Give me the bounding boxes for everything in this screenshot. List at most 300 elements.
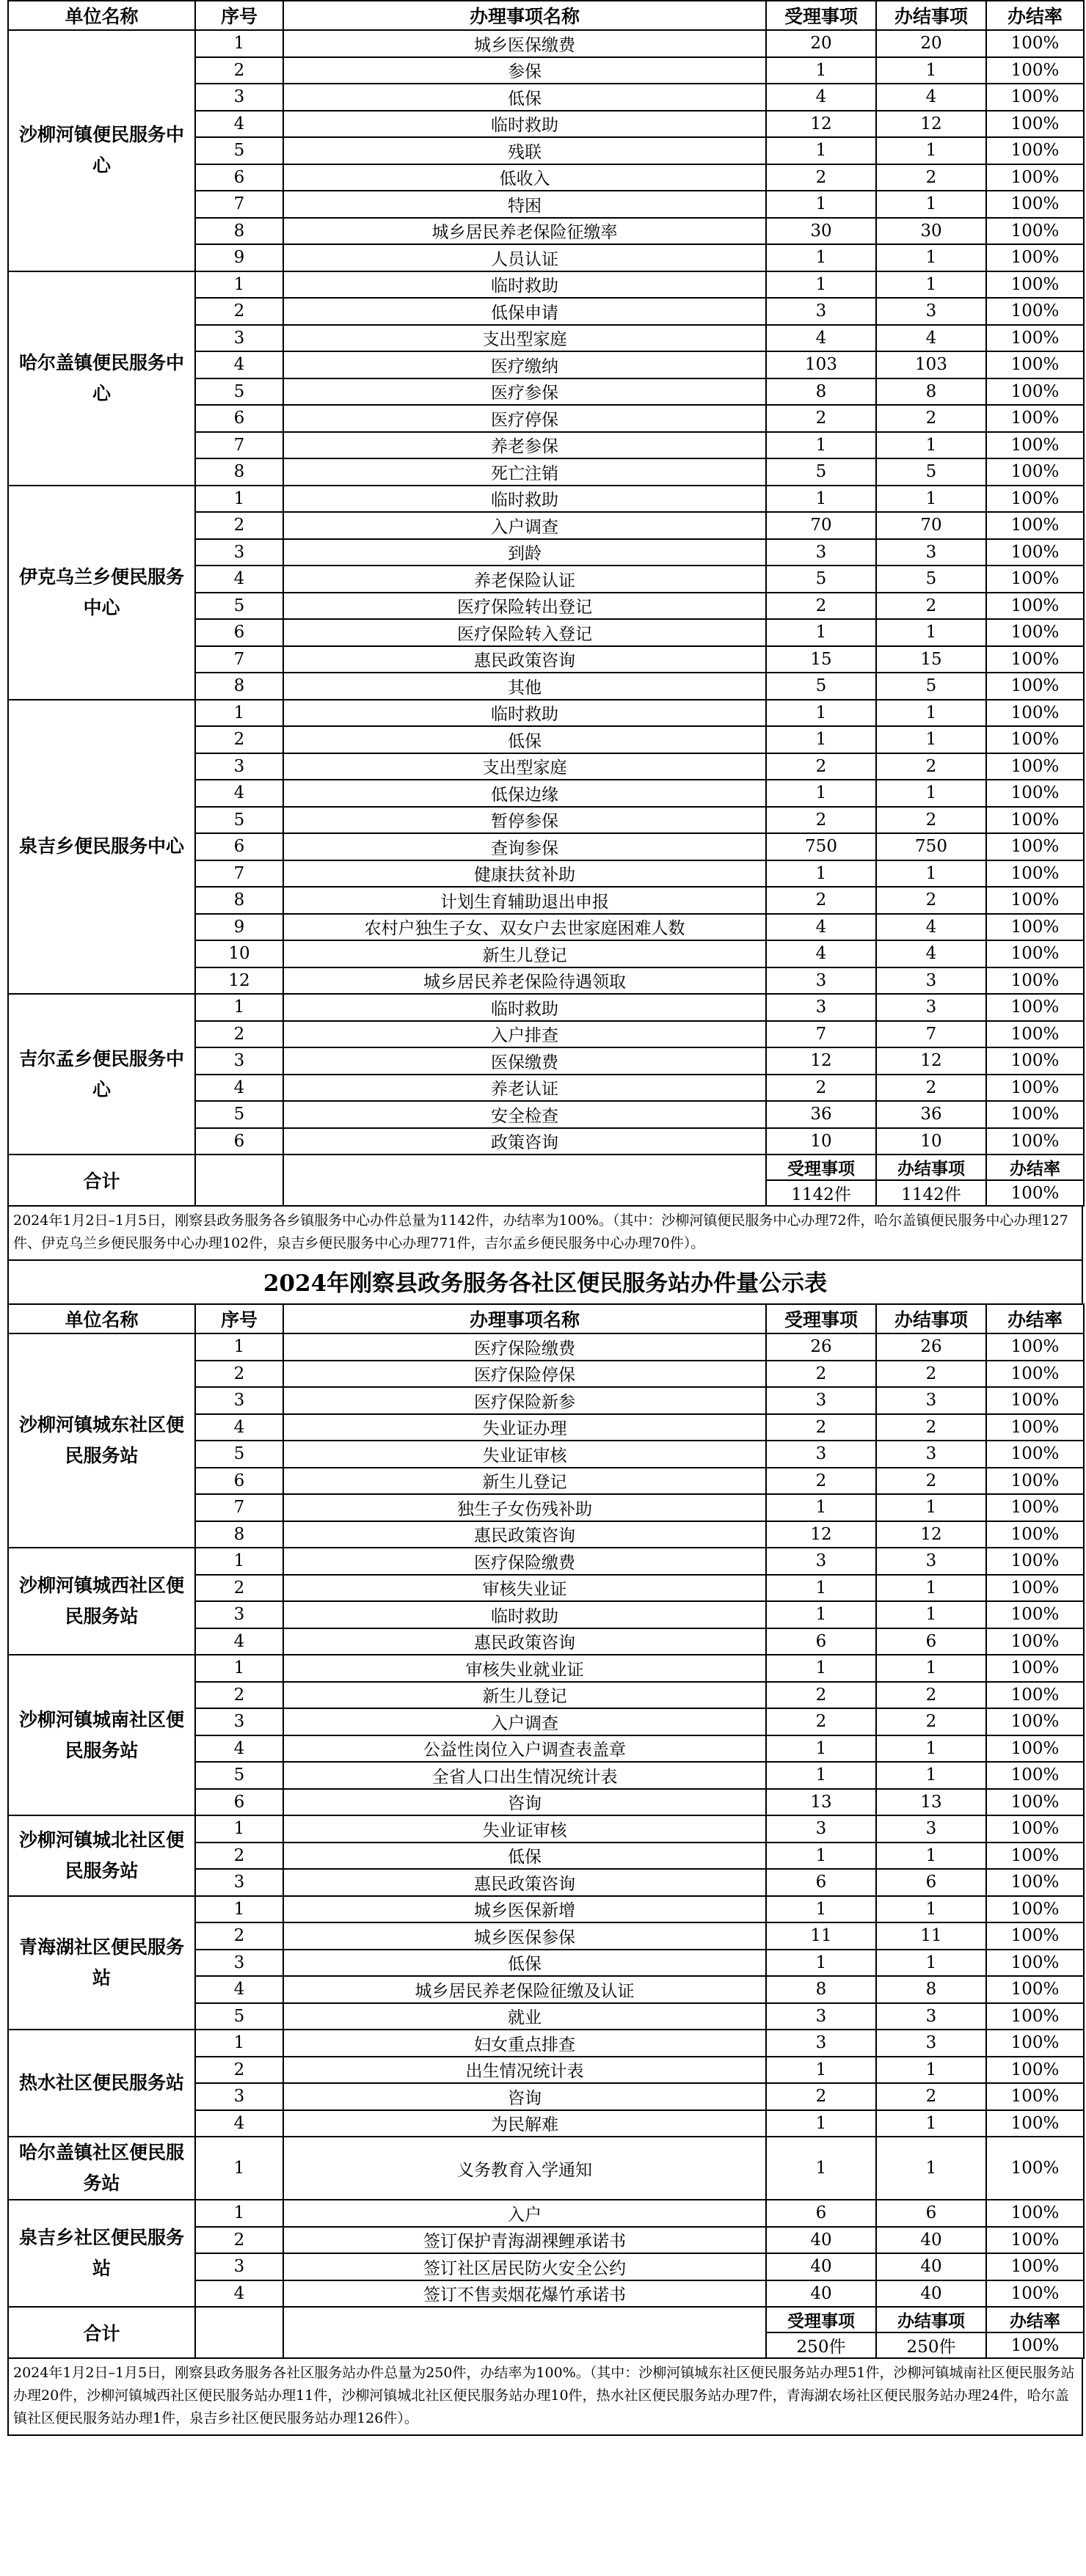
accepted-count-cell: 3 xyxy=(766,298,876,325)
completion-rate-cell: 100% xyxy=(986,1735,1084,1763)
total-accepted-value: 1142件 xyxy=(766,1180,876,1206)
completion-rate-cell: 100% xyxy=(986,218,1084,245)
total-completed-value: 1142件 xyxy=(876,1180,986,1206)
accepted-count-cell: 1 xyxy=(766,860,876,888)
accepted-count-cell: 2 xyxy=(766,1075,876,1102)
row-number-cell: 2 xyxy=(195,1922,283,1950)
item-name-cell: 低保 xyxy=(283,726,766,753)
completion-rate-cell: 100% xyxy=(986,1021,1084,1048)
item-name-cell: 入户调查 xyxy=(283,512,766,539)
completion-rate-cell: 100% xyxy=(986,593,1084,620)
community-summary-note: 2024年1月2日–1月5日，刚察县政务服务各社区服务站办件总量为250件，办结率为100%。（其中：沙柳河镇城东社区便民服务站办理51件，沙柳河镇城南社区便民服务站办理20件，沙柳河镇城西社区便民服务站办理11件，沙柳河镇城北社区便民服务站办理10件，热水社区便民服务站办理7件，青海湖农场社区便民服务站办理24件，哈尔盖镇社区便民服务站办理1件，泉吉乡社区便民服务站办理126件）。 xyxy=(7,2359,1083,2436)
accepted-count-cell: 6 xyxy=(766,1869,876,1896)
item-name-cell: 城乡医保缴费 xyxy=(283,30,766,57)
accepted-count-cell: 1 xyxy=(766,2057,876,2084)
item-name-cell: 城乡居民养老保险征缴及认证 xyxy=(283,1976,766,2003)
row-number-cell: 12 xyxy=(195,967,283,995)
accepted-count-cell: 6 xyxy=(766,1628,876,1655)
completion-rate-cell: 100% xyxy=(986,1628,1084,1655)
completion-rate-cell: 100% xyxy=(986,512,1084,539)
community-table-title: 2024年刚察县政务服务各社区便民服务站办件量公示表 xyxy=(7,1261,1083,1303)
accepted-count-cell: 2 xyxy=(766,1414,876,1441)
total-accepted-value: 250件 xyxy=(766,2332,876,2358)
row-number-cell: 1 xyxy=(195,700,283,727)
item-name-cell: 医疗保险缴费 xyxy=(283,1333,766,1361)
completed-count-cell: 4 xyxy=(876,914,986,941)
completed-count-cell: 20 xyxy=(876,30,986,57)
completed-count-cell: 3 xyxy=(876,1441,986,1468)
completed-count-cell: 750 xyxy=(876,833,986,860)
completed-count-cell: 2 xyxy=(876,593,986,620)
total-label: 合计 xyxy=(8,2307,195,2358)
completion-rate-cell: 100% xyxy=(986,2030,1084,2057)
item-name-cell: 城乡医保新增 xyxy=(283,1896,766,1923)
row-number-cell: 2 xyxy=(195,1682,283,1709)
completed-count-cell: 2 xyxy=(876,1682,986,1709)
total-blank-no xyxy=(195,1155,283,1206)
row-number-cell: 3 xyxy=(195,1950,283,1977)
completed-count-cell: 1 xyxy=(876,1494,986,1521)
row-number-cell: 3 xyxy=(195,1869,283,1896)
item-name-cell: 农村户独生子女、双女户去世家庭困难人数 xyxy=(283,914,766,941)
row-number-cell: 1 xyxy=(195,30,283,57)
total-completed-label: 办结事项 xyxy=(876,2307,986,2332)
item-name-cell: 签订保护青海湖裸鲤承诺书 xyxy=(283,2227,766,2254)
completed-count-cell: 5 xyxy=(876,566,986,593)
item-name-cell: 城乡居民养老保险征缴率 xyxy=(283,218,766,245)
unit-name-cell: 泉吉乡便民服务中心 xyxy=(8,700,195,995)
completion-rate-cell: 100% xyxy=(986,1896,1084,1923)
row-number-cell: 4 xyxy=(195,1976,283,2003)
accepted-count-cell: 3 xyxy=(766,539,876,566)
item-name-cell: 入户排查 xyxy=(283,1021,766,1048)
item-name-cell: 惠民政策咨询 xyxy=(283,1869,766,1896)
completion-rate-cell: 100% xyxy=(986,351,1084,378)
completed-count-cell: 40 xyxy=(876,2280,986,2308)
completed-count-cell: 2 xyxy=(876,164,986,191)
header-row xyxy=(8,1304,1084,1333)
row-number-cell: 2 xyxy=(195,726,283,753)
accepted-count-cell: 103 xyxy=(766,351,876,378)
item-name-cell: 医疗保险转入登记 xyxy=(283,619,766,646)
completion-rate-cell: 100% xyxy=(986,673,1084,700)
completion-rate-cell: 100% xyxy=(986,1762,1084,1789)
completed-count-cell: 1 xyxy=(876,271,986,299)
row-number-cell: 4 xyxy=(195,1735,283,1763)
township-table-body xyxy=(8,30,1084,1155)
accepted-count-cell: 3 xyxy=(766,994,876,1021)
completed-count-cell: 15 xyxy=(876,646,986,673)
accepted-count-cell: 4 xyxy=(766,325,876,352)
completed-count-cell: 5 xyxy=(876,458,986,486)
completed-count-cell: 3 xyxy=(876,1815,986,1843)
row-number-cell: 3 xyxy=(195,753,283,780)
accepted-count-cell: 2 xyxy=(766,405,876,432)
item-name-cell: 计划生育辅助退出申报 xyxy=(283,887,766,914)
header-row xyxy=(8,1,1084,30)
completed-count-cell: 4 xyxy=(876,84,986,111)
header-completed: 办结事项 xyxy=(876,1304,986,1333)
completion-rate-cell: 100% xyxy=(986,1361,1084,1388)
table-row xyxy=(8,1333,1084,1361)
completion-rate-cell: 100% xyxy=(986,1441,1084,1468)
completed-count-cell: 3 xyxy=(876,2003,986,2030)
row-number-cell: 4 xyxy=(195,1075,283,1102)
completed-count-cell: 1 xyxy=(876,860,986,888)
row-number-cell: 4 xyxy=(195,111,283,138)
township-service-table xyxy=(7,0,1085,1207)
row-number-cell: 4 xyxy=(195,2280,283,2308)
row-number-cell: 4 xyxy=(195,351,283,378)
item-name-cell: 惠民政策咨询 xyxy=(283,1521,766,1548)
completion-rate-cell: 100% xyxy=(986,1950,1084,1977)
table-row xyxy=(8,700,1084,727)
accepted-count-cell: 3 xyxy=(766,1387,876,1414)
item-name-cell: 其他 xyxy=(283,673,766,700)
completion-rate-cell: 100% xyxy=(986,1075,1084,1102)
header-item: 办理事项名称 xyxy=(283,1,766,30)
completion-rate-cell: 100% xyxy=(986,1387,1084,1414)
completed-count-cell: 40 xyxy=(876,2253,986,2280)
completed-count-cell: 8 xyxy=(876,1976,986,2003)
table-row xyxy=(8,1548,1084,1575)
total-completed-value: 250件 xyxy=(876,2332,986,2358)
header-unit: 单位名称 xyxy=(8,1304,195,1333)
completion-rate-cell: 100% xyxy=(986,137,1084,164)
row-number-cell: 3 xyxy=(195,325,283,352)
row-number-cell: 6 xyxy=(195,1468,283,1495)
accepted-count-cell: 1 xyxy=(766,726,876,753)
row-number-cell: 9 xyxy=(195,914,283,941)
completed-count-cell: 1 xyxy=(876,726,986,753)
item-name-cell: 失业证办理 xyxy=(283,1414,766,1441)
header-no: 序号 xyxy=(195,1,283,30)
completion-rate-cell: 100% xyxy=(986,2083,1084,2110)
accepted-count-cell: 750 xyxy=(766,833,876,860)
total-blank-item xyxy=(283,2307,766,2358)
item-name-cell: 审核失业证 xyxy=(283,1575,766,1602)
completion-rate-cell: 100% xyxy=(986,646,1084,673)
row-number-cell: 9 xyxy=(195,244,283,271)
completion-rate-cell: 100% xyxy=(986,1869,1084,1896)
completed-count-cell: 1 xyxy=(876,2057,986,2084)
total-blank-item xyxy=(283,1155,766,1206)
total-accepted-label: 受理事项 xyxy=(766,2307,876,2332)
item-name-cell: 政策咨询 xyxy=(283,1128,766,1155)
completed-count-cell: 2 xyxy=(876,405,986,432)
completed-count-cell: 7 xyxy=(876,1021,986,1048)
item-name-cell: 支出型家庭 xyxy=(283,325,766,352)
completed-count-cell: 1 xyxy=(876,2137,986,2200)
item-name-cell: 参保 xyxy=(283,57,766,84)
completed-count-cell: 1 xyxy=(876,1655,986,1682)
unit-name-cell: 沙柳河镇城南社区便民服务站 xyxy=(8,1655,195,1815)
accepted-count-cell: 8 xyxy=(766,378,876,406)
accepted-count-cell: 1 xyxy=(766,432,876,459)
completed-count-cell: 1 xyxy=(876,244,986,271)
accepted-count-cell: 1 xyxy=(766,137,876,164)
accepted-count-cell: 2 xyxy=(766,1682,876,1709)
table-row xyxy=(8,1655,1084,1682)
unit-name-cell: 伊克乌兰乡便民服务中心 xyxy=(8,486,195,700)
accepted-count-cell: 1 xyxy=(766,700,876,727)
total-row xyxy=(8,2307,1084,2332)
total-rate-label: 办结率 xyxy=(986,1155,1084,1180)
completed-count-cell: 1 xyxy=(876,1950,986,1977)
row-number-cell: 8 xyxy=(195,673,283,700)
item-name-cell: 签订社区居民防火安全公约 xyxy=(283,2253,766,2280)
total-rate-value: 100% xyxy=(986,1180,1084,1206)
completed-count-cell: 4 xyxy=(876,940,986,967)
accepted-count-cell: 2 xyxy=(766,807,876,834)
row-number-cell: 6 xyxy=(195,164,283,191)
total-blank-no xyxy=(195,2307,283,2358)
row-number-cell: 1 xyxy=(195,1815,283,1843)
completion-rate-cell: 100% xyxy=(986,967,1084,995)
row-number-cell: 3 xyxy=(195,539,283,566)
row-number-cell: 3 xyxy=(195,2083,283,2110)
accepted-count-cell: 1 xyxy=(766,1735,876,1763)
item-name-cell: 低保边缘 xyxy=(283,780,766,807)
accepted-count-cell: 3 xyxy=(766,967,876,995)
completion-rate-cell: 100% xyxy=(986,1333,1084,1361)
table-row xyxy=(8,486,1084,513)
completed-count-cell: 12 xyxy=(876,1521,986,1548)
item-name-cell: 养老参保 xyxy=(283,432,766,459)
completion-rate-cell: 100% xyxy=(986,111,1084,138)
community-service-table xyxy=(7,1303,1085,2359)
item-name-cell: 低保 xyxy=(283,1950,766,1977)
completion-rate-cell: 100% xyxy=(986,780,1084,807)
completion-rate-cell: 100% xyxy=(986,405,1084,432)
row-number-cell: 2 xyxy=(195,57,283,84)
accepted-count-cell: 4 xyxy=(766,84,876,111)
completed-count-cell: 6 xyxy=(876,1628,986,1655)
item-name-cell: 临时救助 xyxy=(283,994,766,1021)
completed-count-cell: 2 xyxy=(876,1075,986,1102)
completion-rate-cell: 100% xyxy=(986,1708,1084,1735)
row-number-cell: 6 xyxy=(195,619,283,646)
row-number-cell: 4 xyxy=(195,566,283,593)
row-number-cell: 5 xyxy=(195,593,283,620)
row-number-cell: 2 xyxy=(195,1843,283,1870)
completed-count-cell: 26 xyxy=(876,1333,986,1361)
unit-name-cell: 沙柳河镇城西社区便民服务站 xyxy=(8,1548,195,1655)
item-name-cell: 临时救助 xyxy=(283,486,766,513)
table-row xyxy=(8,2030,1084,2057)
row-number-cell: 6 xyxy=(195,833,283,860)
completion-rate-cell: 100% xyxy=(986,458,1084,486)
completion-rate-cell: 100% xyxy=(986,1047,1084,1075)
completion-rate-cell: 100% xyxy=(986,486,1084,513)
completed-count-cell: 1 xyxy=(876,619,986,646)
item-name-cell: 低保 xyxy=(283,1843,766,1870)
accepted-count-cell: 3 xyxy=(766,2003,876,2030)
total-row xyxy=(8,1155,1084,1180)
item-name-cell: 医疗保险新参 xyxy=(283,1387,766,1414)
accepted-count-cell: 1 xyxy=(766,191,876,218)
row-number-cell: 1 xyxy=(195,1333,283,1361)
accepted-count-cell: 1 xyxy=(766,1762,876,1789)
completion-rate-cell: 100% xyxy=(986,753,1084,780)
accepted-count-cell: 1 xyxy=(766,2110,876,2137)
row-number-cell: 3 xyxy=(195,1601,283,1628)
row-number-cell: 3 xyxy=(195,1387,283,1414)
row-number-cell: 5 xyxy=(195,1762,283,1789)
accepted-count-cell: 2 xyxy=(766,1708,876,1735)
completed-count-cell: 3 xyxy=(876,1548,986,1575)
accepted-count-cell: 3 xyxy=(766,1815,876,1843)
item-name-cell: 医疗停保 xyxy=(283,405,766,432)
total-rate-label: 办结率 xyxy=(986,2307,1084,2332)
completed-count-cell: 3 xyxy=(876,2030,986,2057)
row-number-cell: 2 xyxy=(195,1361,283,1388)
item-name-cell: 人员认证 xyxy=(283,244,766,271)
accepted-count-cell: 40 xyxy=(766,2280,876,2308)
item-name-cell: 全省人口出生情况统计表 xyxy=(283,1762,766,1789)
row-number-cell: 4 xyxy=(195,2110,283,2137)
accepted-count-cell: 13 xyxy=(766,1789,876,1816)
item-name-cell: 新生儿登记 xyxy=(283,940,766,967)
item-name-cell: 暂停参保 xyxy=(283,807,766,834)
accepted-count-cell: 40 xyxy=(766,2253,876,2280)
table-row xyxy=(8,2200,1084,2227)
accepted-count-cell: 3 xyxy=(766,2030,876,2057)
unit-name-cell: 热水社区便民服务站 xyxy=(8,2030,195,2137)
row-number-cell: 7 xyxy=(195,646,283,673)
item-name-cell: 义务教育入学通知 xyxy=(283,2137,766,2200)
completion-rate-cell: 100% xyxy=(986,940,1084,967)
accepted-count-cell: 4 xyxy=(766,940,876,967)
row-number-cell: 2 xyxy=(195,1575,283,1602)
item-name-cell: 医疗保险转出登记 xyxy=(283,593,766,620)
item-name-cell: 查询参保 xyxy=(283,833,766,860)
completed-count-cell: 1 xyxy=(876,700,986,727)
accepted-count-cell: 1 xyxy=(766,57,876,84)
completion-rate-cell: 100% xyxy=(986,2110,1084,2137)
item-name-cell: 医疗保险停保 xyxy=(283,1361,766,1388)
completion-rate-cell: 100% xyxy=(986,378,1084,406)
completion-rate-cell: 100% xyxy=(986,1601,1084,1628)
completion-rate-cell: 100% xyxy=(986,619,1084,646)
completion-rate-cell: 100% xyxy=(986,2227,1084,2254)
completed-count-cell: 2 xyxy=(876,2083,986,2110)
total-completed-label: 办结事项 xyxy=(876,1155,986,1180)
completed-count-cell: 1 xyxy=(876,1575,986,1602)
row-number-cell: 1 xyxy=(195,2137,283,2200)
completed-count-cell: 40 xyxy=(876,2227,986,2254)
accepted-count-cell: 3 xyxy=(766,1548,876,1575)
completed-count-cell: 103 xyxy=(876,351,986,378)
item-name-cell: 残联 xyxy=(283,137,766,164)
completion-rate-cell: 100% xyxy=(986,432,1084,459)
completion-rate-cell: 100% xyxy=(986,1414,1084,1441)
completion-rate-cell: 100% xyxy=(986,57,1084,84)
completed-count-cell: 2 xyxy=(876,1414,986,1441)
completion-rate-cell: 100% xyxy=(986,1976,1084,2003)
total-rate-value: 100% xyxy=(986,2332,1084,2358)
row-number-cell: 1 xyxy=(195,2030,283,2057)
item-name-cell: 临时救助 xyxy=(283,1601,766,1628)
completed-count-cell: 2 xyxy=(876,753,986,780)
completion-rate-cell: 100% xyxy=(986,30,1084,57)
accepted-count-cell: 7 xyxy=(766,1021,876,1048)
accepted-count-cell: 30 xyxy=(766,218,876,245)
completion-rate-cell: 100% xyxy=(986,1128,1084,1155)
completed-count-cell: 1 xyxy=(876,1843,986,1870)
unit-name-cell: 泉吉乡社区便民服务站 xyxy=(8,2200,195,2307)
completed-count-cell: 6 xyxy=(876,2200,986,2227)
item-name-cell: 审核失业就业证 xyxy=(283,1655,766,1682)
completed-count-cell: 12 xyxy=(876,1047,986,1075)
completed-count-cell: 4 xyxy=(876,325,986,352)
completed-count-cell: 1 xyxy=(876,486,986,513)
item-name-cell: 新生儿登记 xyxy=(283,1682,766,1709)
completion-rate-cell: 100% xyxy=(986,1494,1084,1521)
row-number-cell: 3 xyxy=(195,84,283,111)
table-row xyxy=(8,2137,1084,2200)
completed-count-cell: 11 xyxy=(876,1922,986,1950)
row-number-cell: 8 xyxy=(195,218,283,245)
row-number-cell: 7 xyxy=(195,1494,283,1521)
row-number-cell: 1 xyxy=(195,1896,283,1923)
header-rate: 办结率 xyxy=(986,1,1084,30)
completion-rate-cell: 100% xyxy=(986,2280,1084,2308)
completion-rate-cell: 100% xyxy=(986,2137,1084,2200)
completed-count-cell: 3 xyxy=(876,994,986,1021)
accepted-count-cell: 5 xyxy=(766,566,876,593)
accepted-count-cell: 2 xyxy=(766,2083,876,2110)
row-number-cell: 3 xyxy=(195,2253,283,2280)
accepted-count-cell: 36 xyxy=(766,1101,876,1128)
accepted-count-cell: 1 xyxy=(766,1655,876,1682)
unit-name-cell: 哈尔盖镇社区便民服务站 xyxy=(8,2137,195,2200)
completed-count-cell: 3 xyxy=(876,539,986,566)
completion-rate-cell: 100% xyxy=(986,1655,1084,1682)
completion-rate-cell: 100% xyxy=(986,860,1084,888)
item-name-cell: 医疗保险缴费 xyxy=(283,1548,766,1575)
row-number-cell: 7 xyxy=(195,432,283,459)
accepted-count-cell: 1 xyxy=(766,1601,876,1628)
item-name-cell: 签订不售卖烟花爆竹承诺书 xyxy=(283,2280,766,2308)
completed-count-cell: 2 xyxy=(876,807,986,834)
completed-count-cell: 1 xyxy=(876,432,986,459)
row-number-cell: 1 xyxy=(195,1655,283,1682)
table-row xyxy=(8,1896,1084,1923)
completion-rate-cell: 100% xyxy=(986,1789,1084,1816)
completed-count-cell: 8 xyxy=(876,378,986,406)
accepted-count-cell: 1 xyxy=(766,2137,876,2200)
accepted-count-cell: 12 xyxy=(766,1047,876,1075)
item-name-cell: 临时救助 xyxy=(283,700,766,727)
item-name-cell: 咨询 xyxy=(283,2083,766,2110)
completion-rate-cell: 100% xyxy=(986,2057,1084,2084)
completed-count-cell: 1 xyxy=(876,1735,986,1763)
header-unit: 单位名称 xyxy=(8,1,195,30)
completed-count-cell: 12 xyxy=(876,111,986,138)
accepted-count-cell: 1 xyxy=(766,1896,876,1923)
item-name-cell: 养老认证 xyxy=(283,1075,766,1102)
row-number-cell: 8 xyxy=(195,887,283,914)
completion-rate-cell: 100% xyxy=(986,2003,1084,2030)
item-name-cell: 城乡医保参保 xyxy=(283,1922,766,1950)
row-number-cell: 6 xyxy=(195,1128,283,1155)
unit-name-cell: 哈尔盖镇便民服务中心 xyxy=(8,271,195,486)
completion-rate-cell: 100% xyxy=(986,833,1084,860)
completed-count-cell: 2 xyxy=(876,1708,986,1735)
accepted-count-cell: 15 xyxy=(766,646,876,673)
row-number-cell: 5 xyxy=(195,2003,283,2030)
